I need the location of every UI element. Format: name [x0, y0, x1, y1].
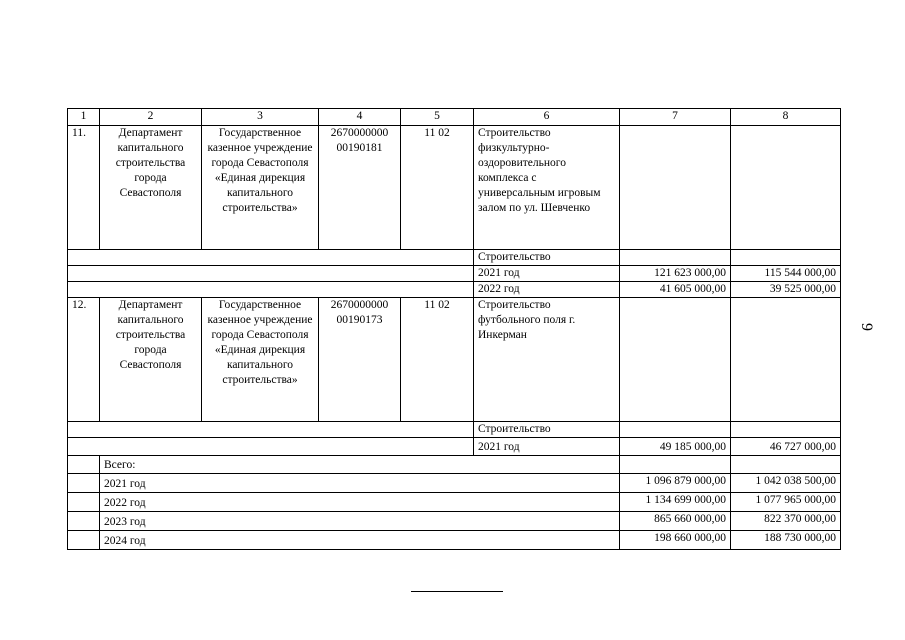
totals-row — [68, 531, 841, 550]
empty-cell — [68, 282, 474, 298]
header-cell: 5 — [401, 109, 474, 126]
header-cell: 3 — [202, 109, 319, 126]
code-cell: 2670000000 00190181 — [319, 126, 401, 250]
table-row — [68, 422, 841, 438]
header-row — [68, 109, 841, 126]
institution-cell: Государственное казенное учреждение города Севастополя «Единая дирекция капитального строительства» — [202, 126, 319, 250]
col7-value: 49 185 000,00 — [620, 438, 731, 456]
col8-value: 39 525 000,00 — [731, 282, 841, 298]
work-type-cell: Строительство — [474, 422, 620, 438]
value-cell — [620, 422, 731, 438]
object-cell: Строительство физкультурно-оздоровительного комплекса с универсальным игровым залом по ул. Шевченко — [474, 126, 620, 250]
section-cell: 11 02 — [401, 298, 474, 422]
table-row — [68, 282, 841, 298]
value-cell — [731, 126, 841, 250]
empty-cell — [68, 266, 474, 282]
institution-cell: Государственное казенное учреждение города Севастополя «Единая дирекция капитального строительства» — [202, 298, 319, 422]
totals-row — [68, 512, 841, 531]
value-cell — [620, 298, 731, 422]
department-cell: Департамент капитального строительства города Севастополя — [100, 298, 202, 422]
table-row — [68, 250, 841, 266]
value-cell — [620, 126, 731, 250]
section-cell: 11 02 — [401, 126, 474, 250]
value-cell — [620, 456, 731, 474]
budget-table — [67, 108, 841, 550]
year-cell: 2022 год — [474, 282, 620, 298]
header-cell: 8 — [731, 109, 841, 126]
col7-value: 121 623 000,00 — [620, 266, 731, 282]
totals-year: 2022 год — [100, 493, 620, 512]
totals-year: 2021 год — [100, 474, 620, 493]
empty-cell — [68, 438, 474, 456]
header-cell: 4 — [319, 109, 401, 126]
header-cell: 1 — [68, 109, 100, 126]
work-type-cell: Строительство — [474, 250, 620, 266]
year-cell: 2021 год — [474, 266, 620, 282]
department-cell: Департамент капитального строительства города Севастополя — [100, 126, 202, 250]
totals-row — [68, 474, 841, 493]
empty-cell — [68, 456, 100, 474]
item-number: 12. — [68, 298, 100, 422]
col7-total: 865 660 000,00 — [620, 512, 731, 531]
empty-cell — [68, 422, 474, 438]
col8-total: 822 370 000,00 — [731, 512, 841, 531]
table-row-item-11 — [68, 126, 841, 250]
col8-value: 46 727 000,00 — [731, 438, 841, 456]
page-number: 9 — [858, 323, 875, 331]
value-cell — [731, 250, 841, 266]
table-row — [68, 438, 841, 456]
value-cell — [620, 250, 731, 266]
empty-cell — [68, 474, 100, 493]
header-cell: 2 — [100, 109, 202, 126]
empty-cell — [68, 493, 100, 512]
item-number: 11. — [68, 126, 100, 250]
totals-row — [68, 493, 841, 512]
header-cell: 6 — [474, 109, 620, 126]
year-cell: 2021 год — [474, 438, 620, 456]
col7-total: 1 134 699 000,00 — [620, 493, 731, 512]
empty-cell — [68, 250, 474, 266]
col8-total: 188 730 000,00 — [731, 531, 841, 550]
object-cell: Строительство футбольного поля г. Инкерман — [474, 298, 620, 422]
table-row-item-12 — [68, 298, 841, 422]
value-cell — [731, 456, 841, 474]
empty-cell — [68, 512, 100, 531]
value-cell — [731, 422, 841, 438]
col8-total: 1 042 038 500,00 — [731, 474, 841, 493]
value-cell — [731, 298, 841, 422]
totals-year: 2024 год — [100, 531, 620, 550]
col8-total: 1 077 965 000,00 — [731, 493, 841, 512]
code-cell: 2670000000 00190173 — [319, 298, 401, 422]
col7-total: 1 096 879 000,00 — [620, 474, 731, 493]
col8-value: 115 544 000,00 — [731, 266, 841, 282]
col7-total: 198 660 000,00 — [620, 531, 731, 550]
empty-cell — [68, 531, 100, 550]
header-cell: 7 — [620, 109, 731, 126]
footer-divider — [411, 591, 503, 592]
totals-label-row — [68, 456, 841, 474]
totals-label: Всего: — [100, 456, 620, 474]
col7-value: 41 605 000,00 — [620, 282, 731, 298]
table-row — [68, 266, 841, 282]
totals-year: 2023 год — [100, 512, 620, 531]
